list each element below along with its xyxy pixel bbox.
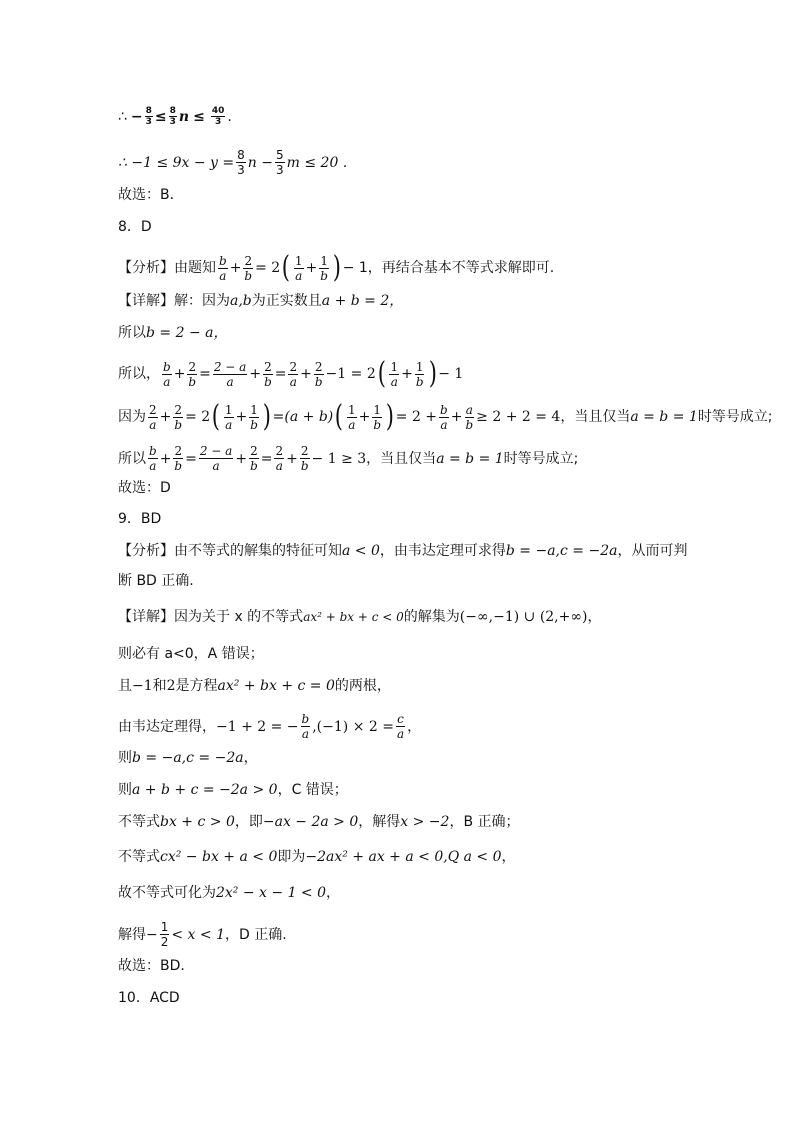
plus-sign: + [358, 409, 371, 425]
fraction: $\frac{2}{b}$ [174, 402, 183, 432]
plus-sign: + [235, 450, 248, 467]
text: 解：因为 [174, 293, 230, 309]
text: 是方程 [175, 678, 218, 694]
fraction: $\frac{2 - a}{a}$ [199, 444, 233, 473]
fraction: $\frac{1}{b}$ [373, 402, 382, 432]
q9-analysis [118, 542, 687, 560]
analysis-label: 【分析】 [118, 260, 174, 276]
minus-sign: − [130, 108, 143, 125]
math-text: −ax − 2a > 0 [262, 814, 359, 830]
math-text: a < 0 [342, 543, 380, 559]
fraction: $\frac{2 - a}{a}$ [213, 359, 247, 389]
math-text: −1和2 [132, 678, 176, 694]
text: ，C 错误； [277, 782, 348, 798]
q8-line-2: 所以， $\frac{b}{a}$ + $\frac{2}{b}$ = $\frac{2 - a}{a}$ + $\frac{2}{b}$ = $\frac{2}{a}$ + $\frac{2}{b}$ −1 = 2 ( $\frac{1}{a}$ + $\frac{1}{b}$ ) − 1 [118, 356, 464, 391]
q9-analysis-line-2: 断 BD 正确. [118, 573, 194, 589]
le-sign: ≤ [154, 108, 167, 125]
q9-line-1: 则必有 a<0，A 错误； [118, 646, 264, 662]
math-text: ,(−1) × 2 = [312, 718, 394, 735]
text: 为正实数且 [251, 293, 322, 309]
text: 由不等式的解集的特征可知 [174, 543, 342, 559]
line-2 [118, 148, 347, 177]
fraction: $\frac{b}{a}$ [440, 402, 448, 432]
fraction: $\frac{8}{3}$ [169, 106, 176, 127]
line-1 [118, 106, 232, 127]
math-text: a = b = 1 [630, 409, 698, 425]
equals-sign: = [260, 450, 273, 467]
right-paren: ) [262, 399, 271, 434]
math-text: bx + c > 0 [160, 814, 235, 830]
math-text: −1 + 2 = − [216, 718, 299, 735]
math-text: a,b [230, 293, 252, 309]
analysis-label: 【分析】 [118, 543, 174, 559]
text: ， [501, 849, 516, 865]
text: − 1，再结合基本不等式求解即可. [342, 260, 555, 276]
fraction: $\frac{1}{a}$ [294, 253, 303, 283]
plus-sign: + [286, 450, 298, 467]
math-text: a = b = 1 [436, 450, 504, 467]
math-text: −2ax² + ax + a < 0,Q a < 0 [305, 849, 502, 865]
text: ， [587, 609, 602, 625]
fraction: $\frac{b}{a}$ [301, 712, 310, 741]
math-text: − 1 [438, 366, 464, 382]
fraction: $\frac{1}{b}$ [250, 402, 258, 432]
math-text: b = 2 − a， [146, 325, 228, 341]
math-text: ax² + bx + c < 0 [303, 610, 404, 624]
q9-line-2 [118, 677, 391, 695]
math-text: b = −a,c = −2a [132, 750, 244, 766]
math-text: − 1 ≥ 3，当且仅当 [311, 450, 437, 467]
therefore-symbol: ∴ [118, 108, 127, 125]
plus-sign: + [450, 409, 463, 425]
text: 即为 [277, 849, 306, 865]
plus-sign: + [235, 409, 248, 425]
q9-line-9 [118, 920, 287, 949]
text: 所以 [118, 325, 146, 341]
math-text: ≥ 2 + 2 = 4，当且仅当 [476, 409, 631, 425]
minus-sign: − [146, 926, 158, 943]
fraction: $\frac{40}{3}$ [211, 106, 225, 127]
text: 所以 [118, 450, 146, 467]
math-text: a + b + c = −2a > 0 [132, 782, 278, 798]
text: 则 [118, 782, 132, 798]
text: ，D 正确. [225, 926, 287, 943]
fraction: $\frac{2}{b}$ [264, 359, 272, 389]
text: 时等号成立; [503, 450, 579, 467]
left-paren: ( [377, 356, 386, 391]
text: 时等号成立; [697, 409, 773, 425]
fraction: $\frac{2}{a}$ [289, 359, 298, 389]
plus-sign: + [173, 366, 186, 382]
equals-sign: = [199, 366, 211, 382]
text: 不等式 [118, 814, 160, 830]
fraction: $\frac{1}{b}$ [415, 359, 424, 389]
q8-line-4 [118, 444, 578, 473]
fraction: $\frac{2}{a}$ [275, 444, 284, 473]
question-9-header: 9．BD [118, 511, 162, 527]
fraction: $\frac{1}{a}$ [390, 359, 399, 389]
text: ，解得 [358, 814, 401, 830]
equals-sign: = [185, 450, 197, 467]
right-paren: ) [332, 250, 341, 285]
fraction: $\frac{1}{b}$ [320, 253, 328, 283]
text: 由韦达定理得， [118, 718, 216, 735]
text: 的两根， [334, 678, 391, 694]
question-8-header: 8．D [118, 219, 152, 235]
math-text: ax² + bx + c = 0 [217, 678, 335, 694]
text: ，B 正确； [449, 814, 520, 830]
text: 不等式 [118, 849, 160, 865]
math-text: ∴ −1 ≤ 9x − y = [118, 154, 235, 171]
fraction: $\frac{8}{3}$ [145, 106, 152, 127]
q8-detail [118, 292, 403, 310]
fraction: $\frac{2}{b}$ [174, 444, 183, 473]
math-text: (−∞,−1) ∪ (2,+∞) [459, 609, 588, 625]
q8-line-1 [118, 324, 227, 342]
right-paren: ) [428, 356, 437, 391]
q9-line-5 [118, 781, 348, 799]
equals-sign: = [274, 366, 287, 382]
plus-sign: + [300, 366, 312, 382]
text: 则 [118, 750, 132, 766]
q9-line-3 [118, 712, 421, 741]
fraction: $\frac{b}{a}$ [219, 253, 227, 283]
question-10-header: 10．ACD [118, 990, 180, 1006]
plus-sign: + [305, 260, 318, 276]
fraction: $\frac{b}{a}$ [149, 444, 157, 473]
fraction: $\frac{2}{b}$ [250, 444, 258, 473]
q9-line-6 [118, 813, 520, 831]
math-text: b = −a,c = −2a [505, 543, 618, 559]
fraction: $\frac{2}{b}$ [314, 359, 323, 389]
text: 解得 [118, 926, 146, 943]
text: ，从而可判 [617, 543, 688, 559]
math-text: (a + b) [284, 409, 334, 425]
fraction: $\frac{8}{3}$ [237, 148, 245, 177]
plus-sign: + [159, 409, 172, 425]
q9-line-7 [118, 848, 516, 866]
plus-sign: + [401, 366, 413, 382]
math-text: 2x² − x − 1 < 0 [216, 885, 327, 901]
math-text: a + b = 2， [321, 293, 404, 309]
detail-label: 【详解】 [118, 609, 174, 625]
fraction: $\frac{1}{2}$ [160, 920, 169, 949]
math-text: < x < 1 [171, 926, 225, 943]
math-text: m ≤ 20 . [286, 154, 348, 171]
text: 因为关于 x 的不等式 [174, 609, 304, 625]
text: ， [326, 885, 341, 901]
fraction: $\frac{2}{b}$ [188, 359, 197, 389]
fraction: $\frac{2}{b}$ [300, 444, 309, 473]
q9-answer: 故选：BD. [118, 958, 185, 974]
math-text: = 2 [255, 260, 281, 276]
fraction: $\frac{2}{b}$ [244, 253, 253, 283]
q9-detail [118, 608, 602, 626]
text: ，由韦达定理可求得 [379, 543, 506, 559]
text: 且 [118, 678, 132, 694]
plus-sign: + [249, 366, 262, 382]
text: 因为 [118, 409, 146, 425]
fraction: $\frac{1}{a}$ [347, 402, 356, 432]
text: 的解集为 [403, 609, 460, 625]
math-text: = 2 + [395, 409, 438, 425]
math-text: x > −2 [400, 814, 450, 830]
plus-sign: + [229, 260, 242, 276]
q9-line-4 [118, 749, 258, 767]
q8-line-3: 因为 $\frac{2}{a}$ + $\frac{2}{b}$ = 2 ( $\frac{1}{a}$ + $\frac{1}{b}$ ) = (a + b) ( $\frac{1}{a}$ + $\frac{1}{b}$ ) = 2 + $\frac{b}{a}$ + $\frac{a}{b}$ ≥ 2 + 2 = 4，当且仅当 a = b = 1 时等号成立; [118, 399, 773, 434]
fraction: $\frac{2}{a}$ [149, 402, 157, 432]
fraction: $\frac{c}{a}$ [396, 712, 405, 741]
plus-sign: + [159, 450, 172, 467]
text: 故不等式可化为 [118, 885, 216, 901]
q8-analysis [118, 250, 555, 285]
left-paren: ( [211, 399, 221, 434]
q8-answer: 故选：D [118, 480, 171, 496]
math-text: n − [247, 154, 273, 171]
detail-label: 【详解】 [118, 293, 174, 309]
left-paren: ( [281, 250, 291, 285]
q9-line-8 [118, 884, 340, 902]
text: 所以， [118, 366, 160, 382]
answer-line: 故选：B． [118, 187, 184, 203]
text: 由题知 [174, 260, 216, 276]
equals-sign: = [272, 409, 285, 425]
fraction: $\frac{1}{a}$ [224, 402, 233, 432]
fraction: $\frac{a}{b}$ [465, 402, 474, 432]
text: ， [407, 718, 422, 735]
text: ， [243, 750, 258, 766]
fraction: $\frac{b}{a}$ [163, 359, 171, 389]
right-paren: ) [385, 399, 395, 434]
math-text: cx² − bx + a < 0 [160, 849, 278, 865]
fraction: $\frac{5}{3}$ [276, 148, 284, 177]
period: . [227, 108, 232, 125]
left-paren: ( [335, 399, 344, 434]
text: ，即 [234, 814, 263, 830]
le-sign: ≤ [193, 108, 205, 125]
variable: n [178, 108, 190, 125]
